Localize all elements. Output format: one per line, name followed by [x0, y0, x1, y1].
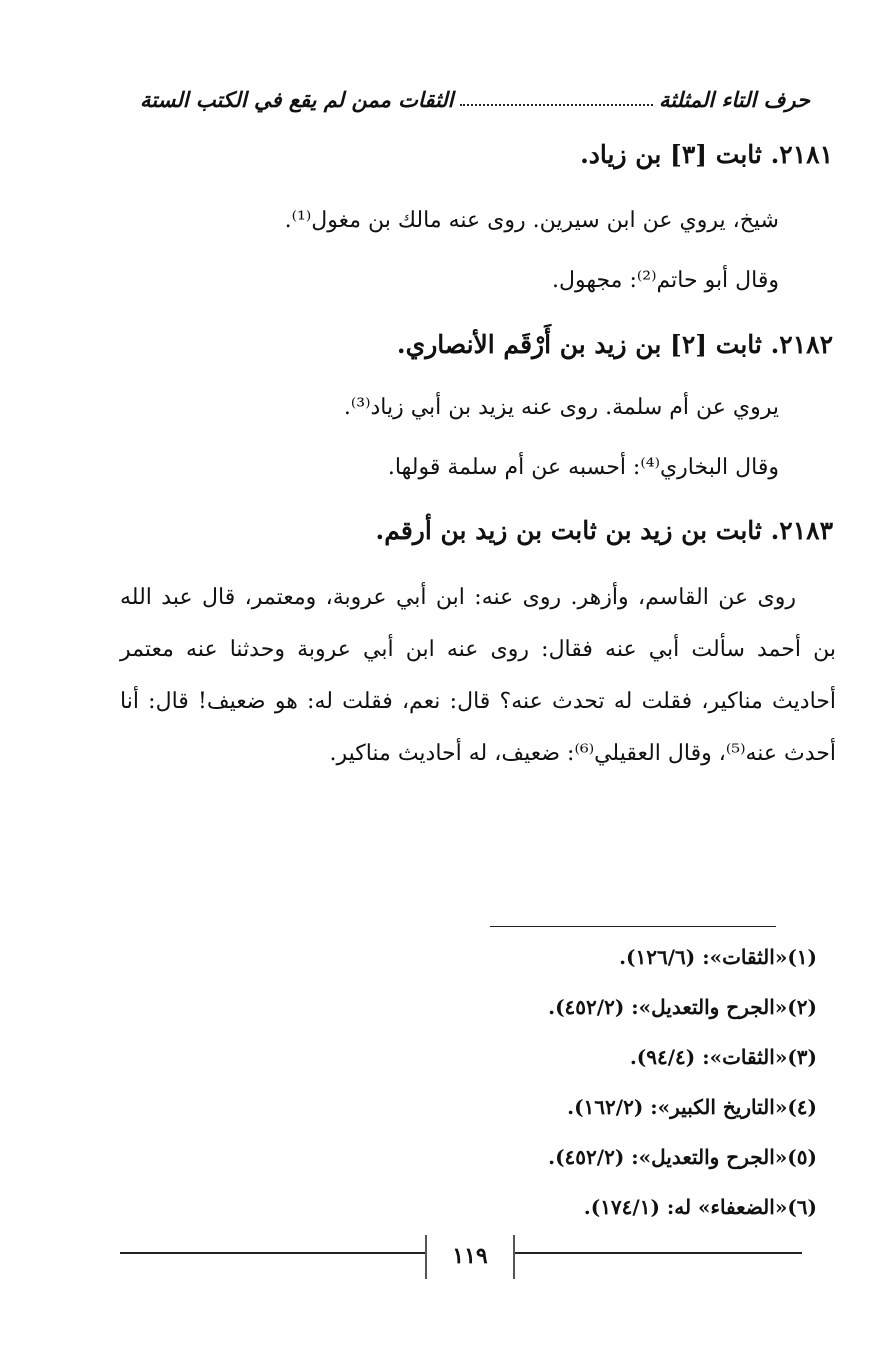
footnote-4: (٤)«التاريخ الكبير»: (١٦٢/٢). — [567, 1095, 817, 1119]
footnotes — [317, 935, 817, 1235]
header-book-title: الثقات ممن لم يقع في الكتب الستة — [140, 86, 454, 112]
footnote-6: (٦)«الضعفاء» له: (١٧٤/١). — [583, 1195, 817, 1219]
running-header — [140, 82, 810, 116]
footnote-3: (٣)«الثقات»: (٩٤/٤). — [629, 1045, 817, 1069]
entry-2181-line-2: وقال أبو حاتم⁽²⁾: مجهول. — [552, 268, 779, 293]
entry-title-2182: ٢١٨٢. ثابت [٢] بن زيد بن أَرْقَم الأنصاري. — [396, 330, 833, 359]
entry-2182-line-1: يروي عن أم سلمة. روى عنه يزيد بن أبي زياد⁽³⁾. — [343, 395, 779, 420]
footnote-separator — [490, 926, 776, 927]
page-number: ١١٩ — [425, 1235, 515, 1279]
footnote-5: (٥)«الجرح والتعديل»: (٤٥٢/٢). — [548, 1145, 817, 1169]
footnote-2: (٢)«الجرح والتعديل»: (٤٥٢/٢). — [548, 995, 817, 1019]
header-dot-leader — [460, 92, 653, 106]
footnote-1: (١)«الثقات»: (١٢٦/٦). — [619, 945, 817, 969]
entry-2183-body — [120, 572, 836, 780]
entry-2183-paragraph: روى عن القاسم، وأزهر. روى عنه: ابن أبي عروبة، ومعتمر، قال عبد الله بن أحمد سألت أبي عنه فقال: روى عنه ابن أبي عروبة وحدثنا عنه معتمر أحاديث مناكير، فقلت له تحدث عنه؟ قال: نعم، فقلت له: هو ضعيف! قال: أنا أحدث عنه⁽⁵⁾، وقال العقيلي⁽⁶⁾: ضعيف، له أحاديث مناكير. — [120, 585, 836, 766]
header-chapter-title: حرف التاء المثلثة — [658, 86, 810, 112]
entry-2182-line-2: وقال البخاري⁽⁴⁾: أحسبه عن أم سلمة قولها. — [387, 455, 779, 480]
entry-title-2181: ٢١٨١. ثابت [٣] بن زياد. — [580, 140, 833, 169]
entry-title-2183: ٢١٨٣. ثابت بن زيد بن ثابت بن زيد بن أرقم. — [375, 516, 833, 545]
entry-2181-line-1: شيخ، يروي عن ابن سيرين. روى عنه مالك بن مغول⁽¹⁾. — [284, 208, 779, 233]
